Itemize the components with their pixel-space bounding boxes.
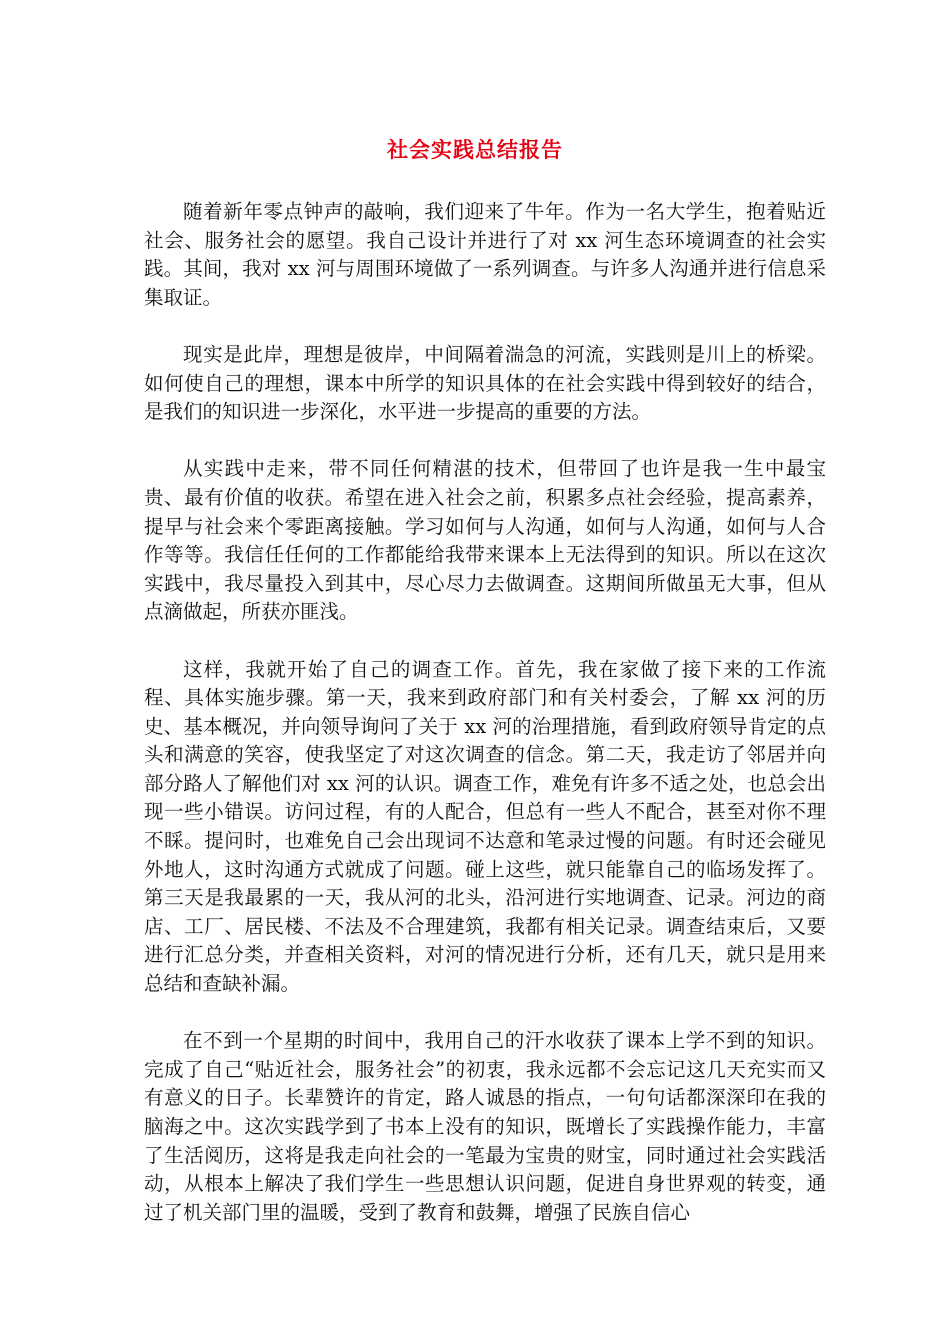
- paragraph-2: 现实是此岸，理想是彼岸，中间隔着湍急的河流，实践则是川上的桥梁。如何使自己的理想，课本中所学的知识具体的在社会实践中得到较好的结合，是我们的知识进一步深化，水平进一步提高的重要的方法。: [144, 342, 826, 424]
- document-body: [144, 198, 826, 1227]
- paragraph-3: 从实践中走来，带不同任何精湛的技术，但带回了也许是我一生中最宝贵、最有价值的收获。希望在进入社会之前，积累多点社会经验，提高素养，提早与社会来个零距离接触。学习如何与人沟通，如何与人沟通，如何与人合作等等。我信任任何的工作都能给我带来课本上无法得到的知识。所以在这次实践中，我尽量投入到其中，尽心尽力去做调查。这期间所做虽无大事，但从点滴做起，所获亦匪浅。: [144, 457, 826, 624]
- document-title: 社会实践总结报告: [387, 138, 563, 162]
- paragraph-5: 在不到一个星期的时间中，我用自己的汗水收获了课本上学不到的知识。完成了自己“贴近社会，服务社会”的初衷，我永远都不会忘记这几天充实而又有意义的日子。长辈赞许的肯定，路人诚恳的指点，一句句话都深深印在我的脑海之中。这次实践学到了书本上没有的知识，既增长了实践操作能力，丰富了生活阅历，这将是我走向社会的一笔最为宝贵的财宝，同时通过社会实践活动，从根本上解决了我们学生一些思想认识问题，促进自身世界观的转变，通过了机关部门里的温暖，受到了教育和鼓舞，增强了民族自信心: [144, 1029, 826, 1224]
- paragraph-1: 随着新年零点钟声的敲响，我们迎来了牛年。作为一名大学生，抱着贴近社会、服务社会的愿望。我自己设计并进行了对 xx 河生态环境调查的社会实践。其间，我对 xx 河与周围环境做了一系列调查。与许多人沟通并进行信息采集取证。: [144, 200, 826, 309]
- paragraph-4: 这样，我就开始了自己的调查工作。首先，我在家做了接下来的工作流程、具体实施步骤。第一天，我来到政府部门和有关村委会，了解 xx 河的历史、基本概况，并向领导询问了关于 xx 河的治理措施，看到政府领导肯定的点头和满意的笑容，使我坚定了对这次调查的信念。第二天，我走访了邻居并向部分路人了解他们对 xx 河的认识。调查工作，难免有许多不适之处，也总会出现一些小错误。访问过程，有的人配合，但总有一些人不配合，甚至对你不理不睬。提问时，也难免自己会出现词不达意和笔录过慢的问题。有时还会碰见外地人，这时沟通方式就成了问题。碰上这些，就只能靠自己的临场发挥了。第三天是我最累的一天，我从河的北头，沿河进行实地调查、记录。河边的商店、工厂、居民楼、不法及不合理建筑，我都有相关记录。调查结束后，又要进行汇总分类，并查相关资料，对河的情况进行分析，还有几天，就只是用来总结和查缺补漏。: [144, 657, 826, 996]
